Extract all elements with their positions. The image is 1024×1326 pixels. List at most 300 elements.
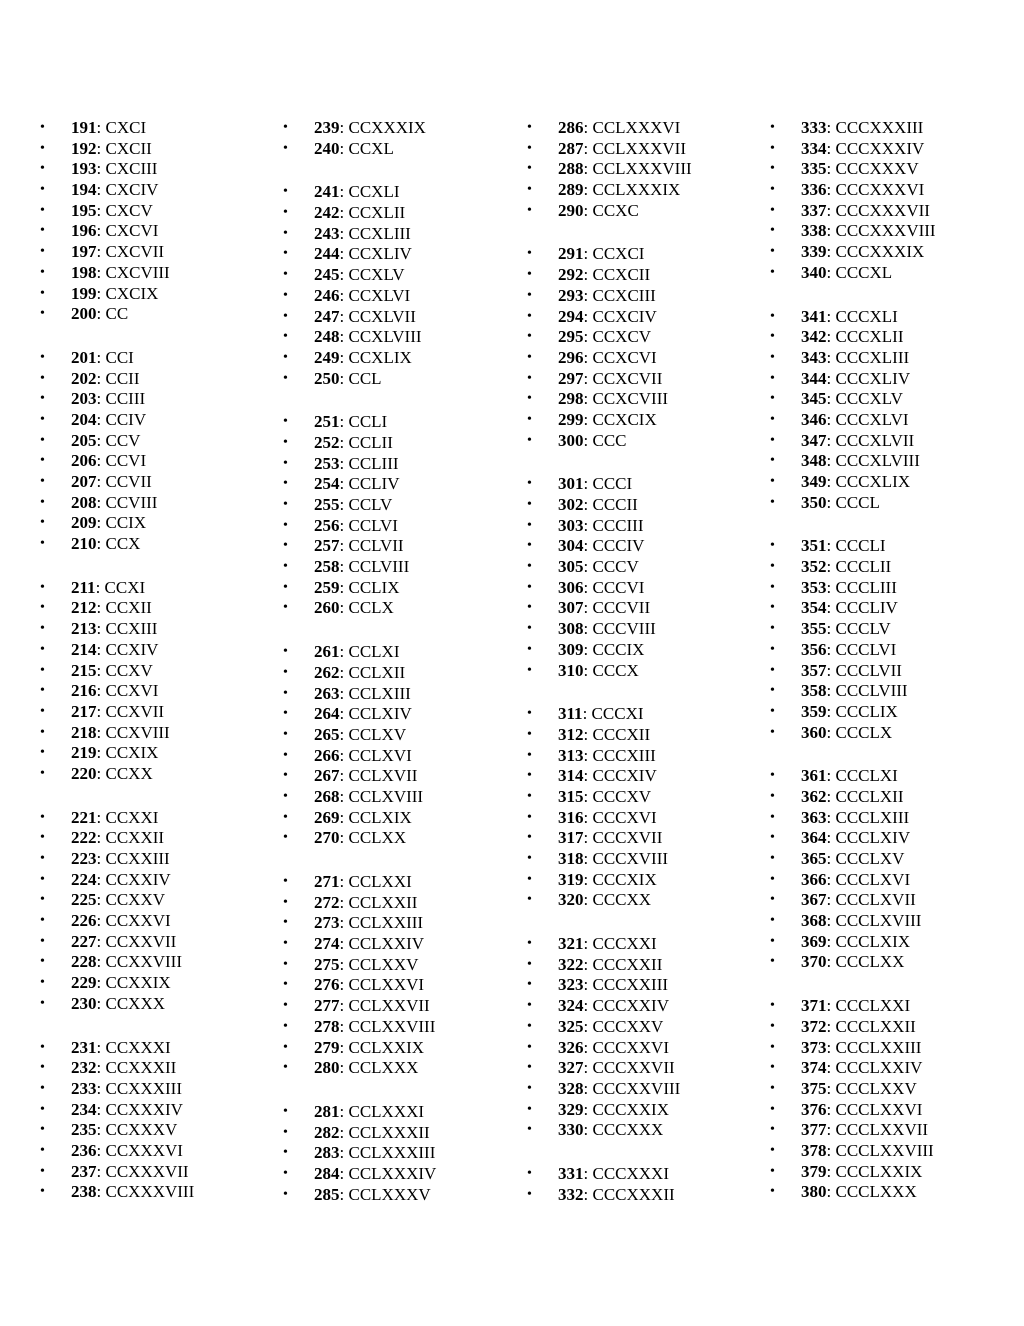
number-label: 361 — [801, 766, 827, 786]
roman-numeral: CCCXXVIII — [592, 1078, 681, 1098]
number-label: 326 — [558, 1037, 584, 1057]
number-label: 197 — [71, 242, 97, 262]
roman-numeral: CCIV — [105, 409, 147, 429]
roman-numeral: CCCLVII — [835, 660, 902, 680]
list-item — [525, 410, 755, 431]
list-item — [768, 1100, 998, 1121]
separator: : — [826, 786, 836, 806]
separator: : — [826, 1078, 836, 1098]
list-item — [281, 1102, 511, 1123]
number-label: 296 — [558, 347, 584, 367]
roman-numeral: CCLXXVII — [348, 996, 430, 1016]
roman-numeral: CCIX — [105, 513, 147, 533]
list-item — [281, 454, 511, 475]
separator: : — [96, 743, 106, 763]
roman-numeral: CCLI — [348, 412, 388, 432]
list-item — [38, 472, 268, 493]
list-item — [525, 619, 755, 640]
list-item — [768, 1058, 998, 1079]
roman-numeral: CXCVI — [105, 221, 159, 241]
separator: : — [339, 954, 349, 974]
number-label: 312 — [558, 724, 584, 744]
number-label: 286 — [558, 118, 584, 137]
roman-numeral: CCCLXI — [835, 766, 898, 786]
number-label: 203 — [71, 389, 97, 409]
list-item — [525, 661, 755, 682]
roman-numeral: CCXLIII — [348, 223, 411, 243]
number-label: 224 — [71, 869, 97, 889]
list-item — [525, 327, 755, 348]
list-item — [525, 849, 755, 870]
roman-numeral: CCCXXXII — [592, 1184, 675, 1204]
number-label: 355 — [801, 619, 827, 639]
roman-numeral: CCXV — [105, 660, 153, 680]
roman-numeral: CCXLVII — [348, 306, 416, 326]
roman-numeral: CCCXXVI — [592, 1037, 669, 1057]
separator: : — [583, 639, 593, 659]
number-label: 271 — [314, 872, 340, 891]
number-label: 284 — [314, 1163, 340, 1183]
number-label: 193 — [71, 159, 97, 179]
list-item — [525, 474, 755, 495]
number-label: 302 — [558, 495, 584, 514]
roman-numeral: CCCLXII — [835, 786, 904, 806]
separator: : — [826, 766, 836, 786]
number-label: 352 — [801, 557, 827, 577]
number-label: 324 — [558, 996, 584, 1016]
roman-numeral: CCLXXXVII — [592, 138, 686, 158]
list-item — [525, 766, 755, 787]
separator: : — [339, 766, 349, 786]
list-item — [281, 516, 511, 537]
separator: : — [96, 534, 106, 554]
separator: : — [583, 200, 593, 220]
separator: : — [339, 118, 349, 137]
separator: : — [96, 869, 106, 889]
roman-numeral: CCCLXVIII — [835, 911, 922, 931]
number-label: 206 — [71, 451, 97, 471]
separator: : — [339, 557, 349, 577]
roman-numeral: CCCLXVII — [835, 890, 916, 910]
number-label: 367 — [801, 890, 827, 910]
roman-numeral: CCCLXXV — [835, 1078, 917, 1098]
numeral-group — [38, 118, 268, 325]
roman-numeral: CCCLXXVI — [835, 1099, 923, 1119]
roman-numeral: CCCLXV — [835, 849, 905, 868]
number-label: 328 — [558, 1078, 584, 1098]
separator: : — [96, 849, 106, 868]
separator: : — [826, 931, 836, 951]
list-item — [768, 221, 998, 242]
number-label: 344 — [801, 368, 827, 388]
separator: : — [339, 1163, 349, 1183]
list-item — [281, 412, 511, 433]
separator: : — [339, 996, 349, 1016]
separator: : — [826, 1058, 836, 1078]
separator: : — [339, 265, 349, 285]
number-label: 308 — [558, 619, 584, 639]
list-item — [525, 975, 755, 996]
list-item — [281, 996, 511, 1017]
number-label: 226 — [71, 911, 97, 931]
number-label: 254 — [314, 474, 340, 494]
list-item — [38, 994, 268, 1015]
list-item — [281, 557, 511, 578]
separator: : — [339, 704, 349, 724]
number-label: 247 — [314, 306, 340, 326]
number-label: 252 — [314, 432, 340, 452]
roman-numeral: CCLXXIV — [348, 934, 425, 954]
number-label: 240 — [314, 138, 340, 158]
number-label: 261 — [314, 642, 340, 662]
roman-numeral: CCLXXII — [348, 892, 418, 912]
list-item — [281, 1143, 511, 1164]
list-item — [525, 640, 755, 661]
column-2 — [281, 118, 511, 1205]
number-label: 205 — [71, 430, 97, 450]
separator: : — [826, 639, 836, 659]
separator: : — [339, 432, 349, 452]
separator: : — [339, 306, 349, 326]
number-label: 305 — [558, 557, 584, 577]
number-label: 230 — [71, 993, 97, 1013]
roman-numeral: CCCXXII — [592, 954, 663, 974]
list-item — [281, 433, 511, 454]
separator: : — [583, 598, 593, 618]
number-label: 259 — [314, 577, 340, 597]
list-item — [768, 578, 998, 599]
number-label: 278 — [314, 1016, 340, 1036]
separator: : — [96, 681, 106, 701]
separator: : — [583, 807, 593, 827]
separator: : — [96, 763, 106, 783]
roman-numeral: CCCXII — [592, 724, 651, 744]
number-label: 297 — [558, 368, 584, 388]
number-label: 225 — [71, 890, 97, 910]
column-4 — [768, 118, 998, 1203]
roman-numeral: CCLXXXII — [348, 1122, 430, 1142]
list-item — [525, 1120, 755, 1141]
separator: : — [826, 1037, 836, 1057]
separator: : — [96, 283, 106, 303]
roman-numeral: CCCLXVI — [835, 869, 911, 889]
number-label: 275 — [314, 954, 340, 974]
roman-numeral: CCLVIII — [348, 557, 410, 577]
number-label: 368 — [801, 911, 827, 931]
number-label: 234 — [71, 1099, 97, 1119]
separator: : — [583, 138, 593, 158]
roman-numeral: CCCXXXIII — [835, 118, 924, 137]
roman-numeral: CCCLXX — [835, 952, 905, 972]
separator: : — [583, 1037, 593, 1057]
numeral-group — [281, 182, 511, 389]
roman-numeral: CCCXLV — [835, 389, 903, 409]
list-item — [525, 1100, 755, 1121]
roman-numeral: CCII — [105, 368, 140, 388]
list-item — [281, 182, 511, 203]
list-item — [281, 746, 511, 767]
roman-numeral: CCCXI — [591, 704, 644, 724]
separator: : — [96, 639, 106, 659]
roman-numeral: CXCVII — [105, 242, 165, 262]
numeral-group — [38, 348, 268, 555]
separator: : — [96, 368, 106, 388]
list-item — [525, 516, 755, 537]
number-label: 262 — [314, 662, 340, 682]
roman-numeral: CCCIX — [592, 639, 645, 659]
roman-numeral: CCLXXXV — [348, 1184, 431, 1204]
separator: : — [826, 409, 836, 429]
numeral-group — [281, 1102, 511, 1205]
roman-numeral: CCXXIX — [105, 973, 171, 993]
list-item — [38, 1141, 268, 1162]
roman-numeral: CCLVI — [348, 515, 398, 535]
number-label: 241 — [314, 182, 340, 202]
roman-numeral: CCCXXXVI — [835, 180, 925, 200]
separator: : — [339, 412, 349, 432]
list-item — [525, 1017, 755, 1038]
separator: : — [339, 828, 349, 848]
separator: : — [583, 265, 593, 285]
list-item — [768, 180, 998, 201]
list-item — [525, 828, 755, 849]
roman-numeral: CXCVIII — [105, 262, 170, 282]
list-item — [281, 872, 511, 893]
list-item — [281, 327, 511, 348]
roman-numeral: CCCLXXIII — [835, 1037, 922, 1057]
list-item — [38, 263, 268, 284]
list-item — [38, 1162, 268, 1183]
list-item — [38, 180, 268, 201]
roman-numeral: CCVI — [105, 451, 147, 471]
number-label: 365 — [801, 849, 827, 868]
list-item — [525, 704, 755, 725]
roman-numeral: CCCXLVIII — [835, 451, 920, 471]
list-item — [768, 493, 998, 514]
roman-numeral: CCCXLIII — [835, 347, 910, 367]
roman-numeral: CCLIV — [348, 474, 400, 494]
separator: : — [583, 285, 593, 305]
number-label: 288 — [558, 159, 584, 179]
number-label: 192 — [71, 138, 97, 158]
number-label: 357 — [801, 660, 827, 680]
number-label: 191 — [71, 118, 97, 137]
roman-numeral: CCCXXV — [592, 1016, 664, 1036]
number-label: 212 — [71, 598, 97, 618]
roman-numeral: CCXXXIX — [348, 118, 426, 137]
number-label: 263 — [314, 683, 340, 703]
separator: : — [583, 495, 593, 514]
column-1 — [38, 118, 268, 1203]
number-label: 321 — [558, 934, 584, 954]
number-label: 194 — [71, 180, 97, 200]
roman-numeral: CXCIII — [105, 159, 158, 179]
number-label: 329 — [558, 1099, 584, 1119]
list-item — [768, 242, 998, 263]
separator: : — [826, 180, 836, 200]
separator: : — [96, 159, 106, 179]
list-item — [38, 139, 268, 160]
number-label: 260 — [314, 598, 340, 618]
number-label: 380 — [801, 1182, 827, 1202]
number-label: 239 — [314, 118, 340, 137]
list-item — [525, 598, 755, 619]
separator: : — [583, 180, 593, 200]
separator: : — [339, 872, 349, 891]
separator: : — [583, 409, 593, 429]
number-label: 340 — [801, 262, 827, 282]
separator: : — [583, 828, 593, 848]
number-label: 316 — [558, 807, 584, 827]
separator: : — [96, 409, 106, 429]
number-label: 237 — [71, 1161, 97, 1181]
roman-numeral: CCXXI — [105, 807, 159, 827]
list-item — [768, 159, 998, 180]
number-label: 258 — [314, 557, 340, 577]
list-item — [281, 1058, 511, 1079]
list-item — [768, 598, 998, 619]
roman-numeral: CCCLII — [835, 557, 892, 577]
list-item — [38, 911, 268, 932]
number-label: 351 — [801, 536, 827, 556]
separator: : — [583, 327, 593, 347]
roman-numeral: CCXXXV — [105, 1120, 178, 1140]
separator: : — [96, 389, 106, 409]
number-label: 277 — [314, 996, 340, 1016]
separator: : — [826, 327, 836, 347]
separator: : — [339, 724, 349, 744]
roman-numeral: CCCLXIX — [835, 931, 911, 951]
roman-numeral: CCCXXXI — [592, 1163, 669, 1183]
number-label: 243 — [314, 223, 340, 243]
roman-numeral: CCXLVI — [348, 285, 411, 305]
list-item — [38, 952, 268, 973]
list-item — [281, 725, 511, 746]
list-item — [768, 472, 998, 493]
roman-numeral: CCCXV — [592, 786, 652, 806]
roman-numeral: CCCXLIV — [835, 368, 911, 388]
roman-numeral: CCCLXXI — [835, 996, 911, 1016]
list-item — [38, 870, 268, 891]
number-label: 374 — [801, 1058, 827, 1078]
list-item — [281, 663, 511, 684]
number-label: 343 — [801, 347, 827, 367]
list-item — [525, 495, 755, 516]
separator: : — [826, 952, 836, 972]
list-item — [768, 410, 998, 431]
separator: : — [826, 242, 836, 262]
roman-numeral: CCLXI — [348, 642, 400, 662]
number-label: 292 — [558, 265, 584, 285]
number-label: 372 — [801, 1016, 827, 1036]
separator: : — [96, 890, 106, 910]
list-item — [281, 474, 511, 495]
roman-numeral: CCLXXIX — [348, 1037, 425, 1057]
roman-numeral: CCCLIX — [835, 701, 898, 721]
number-label: 370 — [801, 952, 827, 972]
number-label: 210 — [71, 534, 97, 554]
roman-numeral: CCCVI — [592, 577, 645, 597]
separator: : — [826, 869, 836, 889]
separator: : — [339, 786, 349, 806]
roman-numeral: CCXCVIII — [592, 389, 669, 409]
separator: : — [96, 221, 106, 241]
list-item — [281, 1185, 511, 1206]
number-label: 281 — [314, 1101, 340, 1121]
number-label: 279 — [314, 1037, 340, 1057]
separator: : — [826, 890, 836, 910]
number-label: 322 — [558, 954, 584, 974]
separator: : — [826, 1161, 836, 1181]
number-label: 215 — [71, 660, 97, 680]
separator: : — [96, 701, 106, 721]
roman-numeral: CC — [105, 304, 129, 324]
list-item — [281, 893, 511, 914]
list-item — [281, 1038, 511, 1059]
list-item — [768, 431, 998, 452]
list-item — [768, 702, 998, 723]
number-label: 220 — [71, 763, 97, 783]
separator: : — [583, 118, 593, 137]
number-label: 289 — [558, 180, 584, 200]
list-item — [768, 952, 998, 973]
separator: : — [96, 262, 106, 282]
number-label: 198 — [71, 262, 97, 282]
separator: : — [96, 952, 106, 972]
number-label: 228 — [71, 952, 97, 972]
list-item — [768, 723, 998, 744]
separator: : — [96, 931, 106, 951]
list-item — [281, 495, 511, 516]
roman-numeral: CCXCIX — [592, 409, 657, 429]
list-item — [525, 1038, 755, 1059]
list-item — [768, 870, 998, 891]
list-item — [38, 389, 268, 410]
number-label: 358 — [801, 681, 827, 701]
roman-numeral: CCCXXI — [592, 934, 657, 954]
list-item — [768, 1120, 998, 1141]
list-item — [281, 975, 511, 996]
roman-numeral: CCXLVIII — [348, 327, 422, 347]
roman-numeral: CCLX — [348, 598, 394, 618]
separator: : — [826, 200, 836, 220]
separator: : — [96, 1161, 106, 1181]
number-label: 208 — [71, 492, 97, 512]
roman-numeral: CCLXVIII — [348, 786, 424, 806]
number-label: 373 — [801, 1037, 827, 1057]
roman-numeral: CCXCVII — [592, 368, 663, 388]
list-item — [281, 286, 511, 307]
list-item — [281, 578, 511, 599]
list-item — [38, 661, 268, 682]
separator: : — [826, 1016, 836, 1036]
roman-numeral: CCXLIX — [348, 347, 412, 367]
separator: : — [96, 722, 106, 742]
separator: : — [583, 474, 593, 494]
number-label: 362 — [801, 786, 827, 806]
separator: : — [826, 681, 836, 701]
number-label: 332 — [558, 1184, 584, 1204]
separator: : — [826, 492, 836, 512]
number-label: 264 — [314, 704, 340, 724]
roman-numeral: CCXCIV — [592, 306, 657, 326]
list-item — [525, 201, 755, 222]
roman-numeral: CCLXXXVI — [592, 118, 681, 137]
roman-numeral: CCCXX — [592, 890, 652, 910]
roman-numeral: CCXCIII — [592, 285, 656, 305]
number-label: 325 — [558, 1016, 584, 1036]
list-item — [38, 1182, 268, 1203]
